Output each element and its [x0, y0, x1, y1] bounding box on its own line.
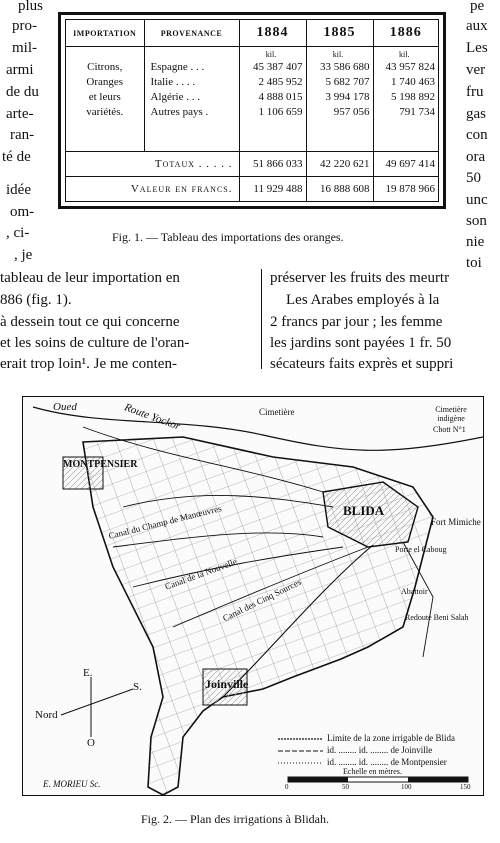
margin-word: mil-: [12, 40, 37, 56]
francs-cell: 11 929 488: [239, 177, 306, 202]
value-cell: 4 888 015: [258, 91, 303, 103]
text-line: et les soins de culture de l'oran-: [0, 335, 190, 351]
margin-word: gas: [466, 106, 486, 122]
margin-word: ran-: [10, 127, 35, 143]
margin-word: pro-: [12, 18, 37, 34]
provenance-cell: Algérie . . .: [150, 91, 200, 103]
margin-word: de du: [6, 84, 39, 100]
francs-cell: 16 888 608: [306, 177, 373, 202]
value-cell: 2 485 952: [258, 76, 303, 88]
text-line: préserver les fruits des meurtr: [270, 270, 450, 286]
fig2-caption: Fig. 2. — Plan des irrigations à Blidah.: [141, 812, 329, 826]
margin-word: arte-: [6, 106, 34, 122]
margin-word: fru: [466, 84, 484, 100]
margin-word: nie: [466, 234, 485, 250]
map-label: BLIDA: [343, 503, 385, 518]
margin-word: armi: [6, 62, 34, 78]
margin-word: plus: [18, 0, 44, 14]
margin-word: ora: [466, 149, 486, 165]
header-1885: 1885: [306, 20, 373, 47]
map-label: Fort Mimiche: [431, 517, 481, 527]
map-label: Route Yockor: [122, 401, 182, 433]
header-importation: IMPORTATION: [66, 20, 144, 47]
map-label: Abattoir: [401, 587, 428, 596]
value-cell: 5 682 707: [325, 76, 370, 88]
importation-line: Citrons,: [87, 61, 123, 73]
value-cell: 33 586 680: [320, 61, 370, 73]
map-label: Canal de la Nouvelle: [163, 556, 239, 592]
map-label: Porte el Caboug: [395, 545, 447, 554]
margin-word: pe: [470, 0, 485, 14]
engraver-signature: E. MORIEU Sc.: [43, 779, 101, 789]
value-cell: 5 198 892: [391, 91, 435, 103]
compass-label: E.: [83, 667, 93, 679]
map-label: Redoute Beni Salah: [405, 613, 469, 622]
value-cell: 45 387 407: [253, 61, 303, 73]
header-provenance: PROVENANCE: [144, 20, 239, 47]
margin-word: , je: [14, 247, 33, 263]
margin-word: Les: [466, 40, 488, 56]
scale-bar-segment: [408, 777, 468, 782]
total-cell: 42 220 621: [306, 152, 373, 177]
compass-label: Nord: [35, 709, 58, 721]
text-line: 2 francs par jour ; les femme: [270, 314, 443, 330]
value-cell: 1 740 463: [391, 76, 435, 88]
unit-label: kil.: [399, 50, 410, 59]
header-1884: 1884: [239, 20, 306, 47]
value-cell: 957 056: [333, 106, 370, 118]
importation-line: Oranges: [86, 76, 124, 88]
importation-line: variétés.: [86, 106, 124, 118]
column-divider: [261, 269, 262, 369]
value-cell: 3 994 178: [325, 91, 370, 103]
map-label: Oued: [53, 401, 77, 413]
margin-word: 50: [466, 170, 481, 186]
value-cell: 791 734: [399, 106, 435, 118]
text-line: les jardins sont payées 1 fr. 50: [270, 335, 452, 351]
map-label: Cimetière indigène: [435, 405, 467, 423]
unit-label: kil.: [332, 50, 344, 59]
total-cell: 51 866 033: [239, 152, 306, 177]
fig1-caption: Fig. 1. — Tableau des importations des oranges.: [112, 230, 344, 244]
scale-tick: 150: [460, 783, 471, 791]
compass-ew: [61, 689, 133, 715]
margin-word: unc: [466, 192, 488, 208]
scale-bar-segment: [288, 777, 348, 782]
text-line: erait trop loin¹. Je me conten-: [0, 356, 177, 372]
totals-label: Totaux . . . . .: [66, 152, 239, 177]
legend-item: Limite de la zone irrigable de Blida: [327, 733, 455, 743]
margin-word: son: [466, 213, 487, 229]
map-label: Chott N°1: [433, 425, 466, 434]
scale-tick: 50: [342, 783, 349, 791]
compass-label: S.: [133, 681, 142, 693]
map-label: Cimetière: [259, 407, 295, 417]
map-label: Canal des Cinq Sources: [221, 576, 303, 624]
margin-word: om-: [10, 204, 35, 220]
provenance-cell: Espagne . . .: [150, 61, 205, 73]
compass-label: O: [87, 737, 95, 749]
text-line: sécateurs faits exprès et suppri: [270, 356, 454, 372]
value-row: [66, 177, 438, 202]
scale-tick: 0: [285, 783, 289, 791]
imports-table: [66, 20, 438, 201]
total-cell: 49 697 414: [373, 152, 438, 177]
text-line: à dessein tout ce qui concerne: [0, 314, 180, 330]
text-line: 886 (fig. 1).: [0, 292, 72, 308]
provenance-cell: Italie . . . .: [150, 76, 196, 88]
table-header-row: [66, 20, 438, 47]
table-body-row: [66, 47, 438, 152]
margin-word: idée: [6, 182, 31, 198]
scale-title: Echelle en mètres.: [343, 767, 402, 776]
provenance-cell: Autres pays .: [150, 106, 209, 118]
margin-word: con: [466, 127, 488, 143]
value-cell: 1 106 659: [258, 106, 303, 118]
margin-word: ver: [466, 62, 486, 78]
unit-label: kil.: [265, 50, 277, 59]
value-cell: 43 957 824: [385, 61, 435, 73]
legend-item: id. ........ id. ........ de Montpensier: [327, 757, 447, 767]
importation-line: et leurs: [88, 91, 121, 103]
totals-row: [66, 152, 438, 177]
margin-word: té de: [2, 149, 31, 165]
text-line: tableau de leur importation en: [0, 270, 180, 286]
margin-word: , ci-: [6, 225, 30, 241]
map-label: Joinville: [205, 677, 249, 691]
legend-item: id. ........ id. ........ de Joinville: [327, 745, 433, 755]
text-line: Les Arabes employés à la: [286, 292, 440, 308]
header-1886: 1886: [373, 20, 438, 47]
francs-cell: 19 878 966: [373, 177, 438, 202]
scale-tick: 100: [401, 783, 412, 791]
margin-word: toi: [466, 255, 482, 271]
imports-table-frame: [58, 12, 446, 209]
value-label: Valeur en francs.: [66, 177, 239, 202]
map-label: MONTPENSIER: [63, 459, 138, 470]
map-label: Canal du Champ de Manœuvres: [107, 503, 223, 541]
margin-word: aux: [466, 18, 488, 34]
irrigation-map: [22, 396, 484, 796]
